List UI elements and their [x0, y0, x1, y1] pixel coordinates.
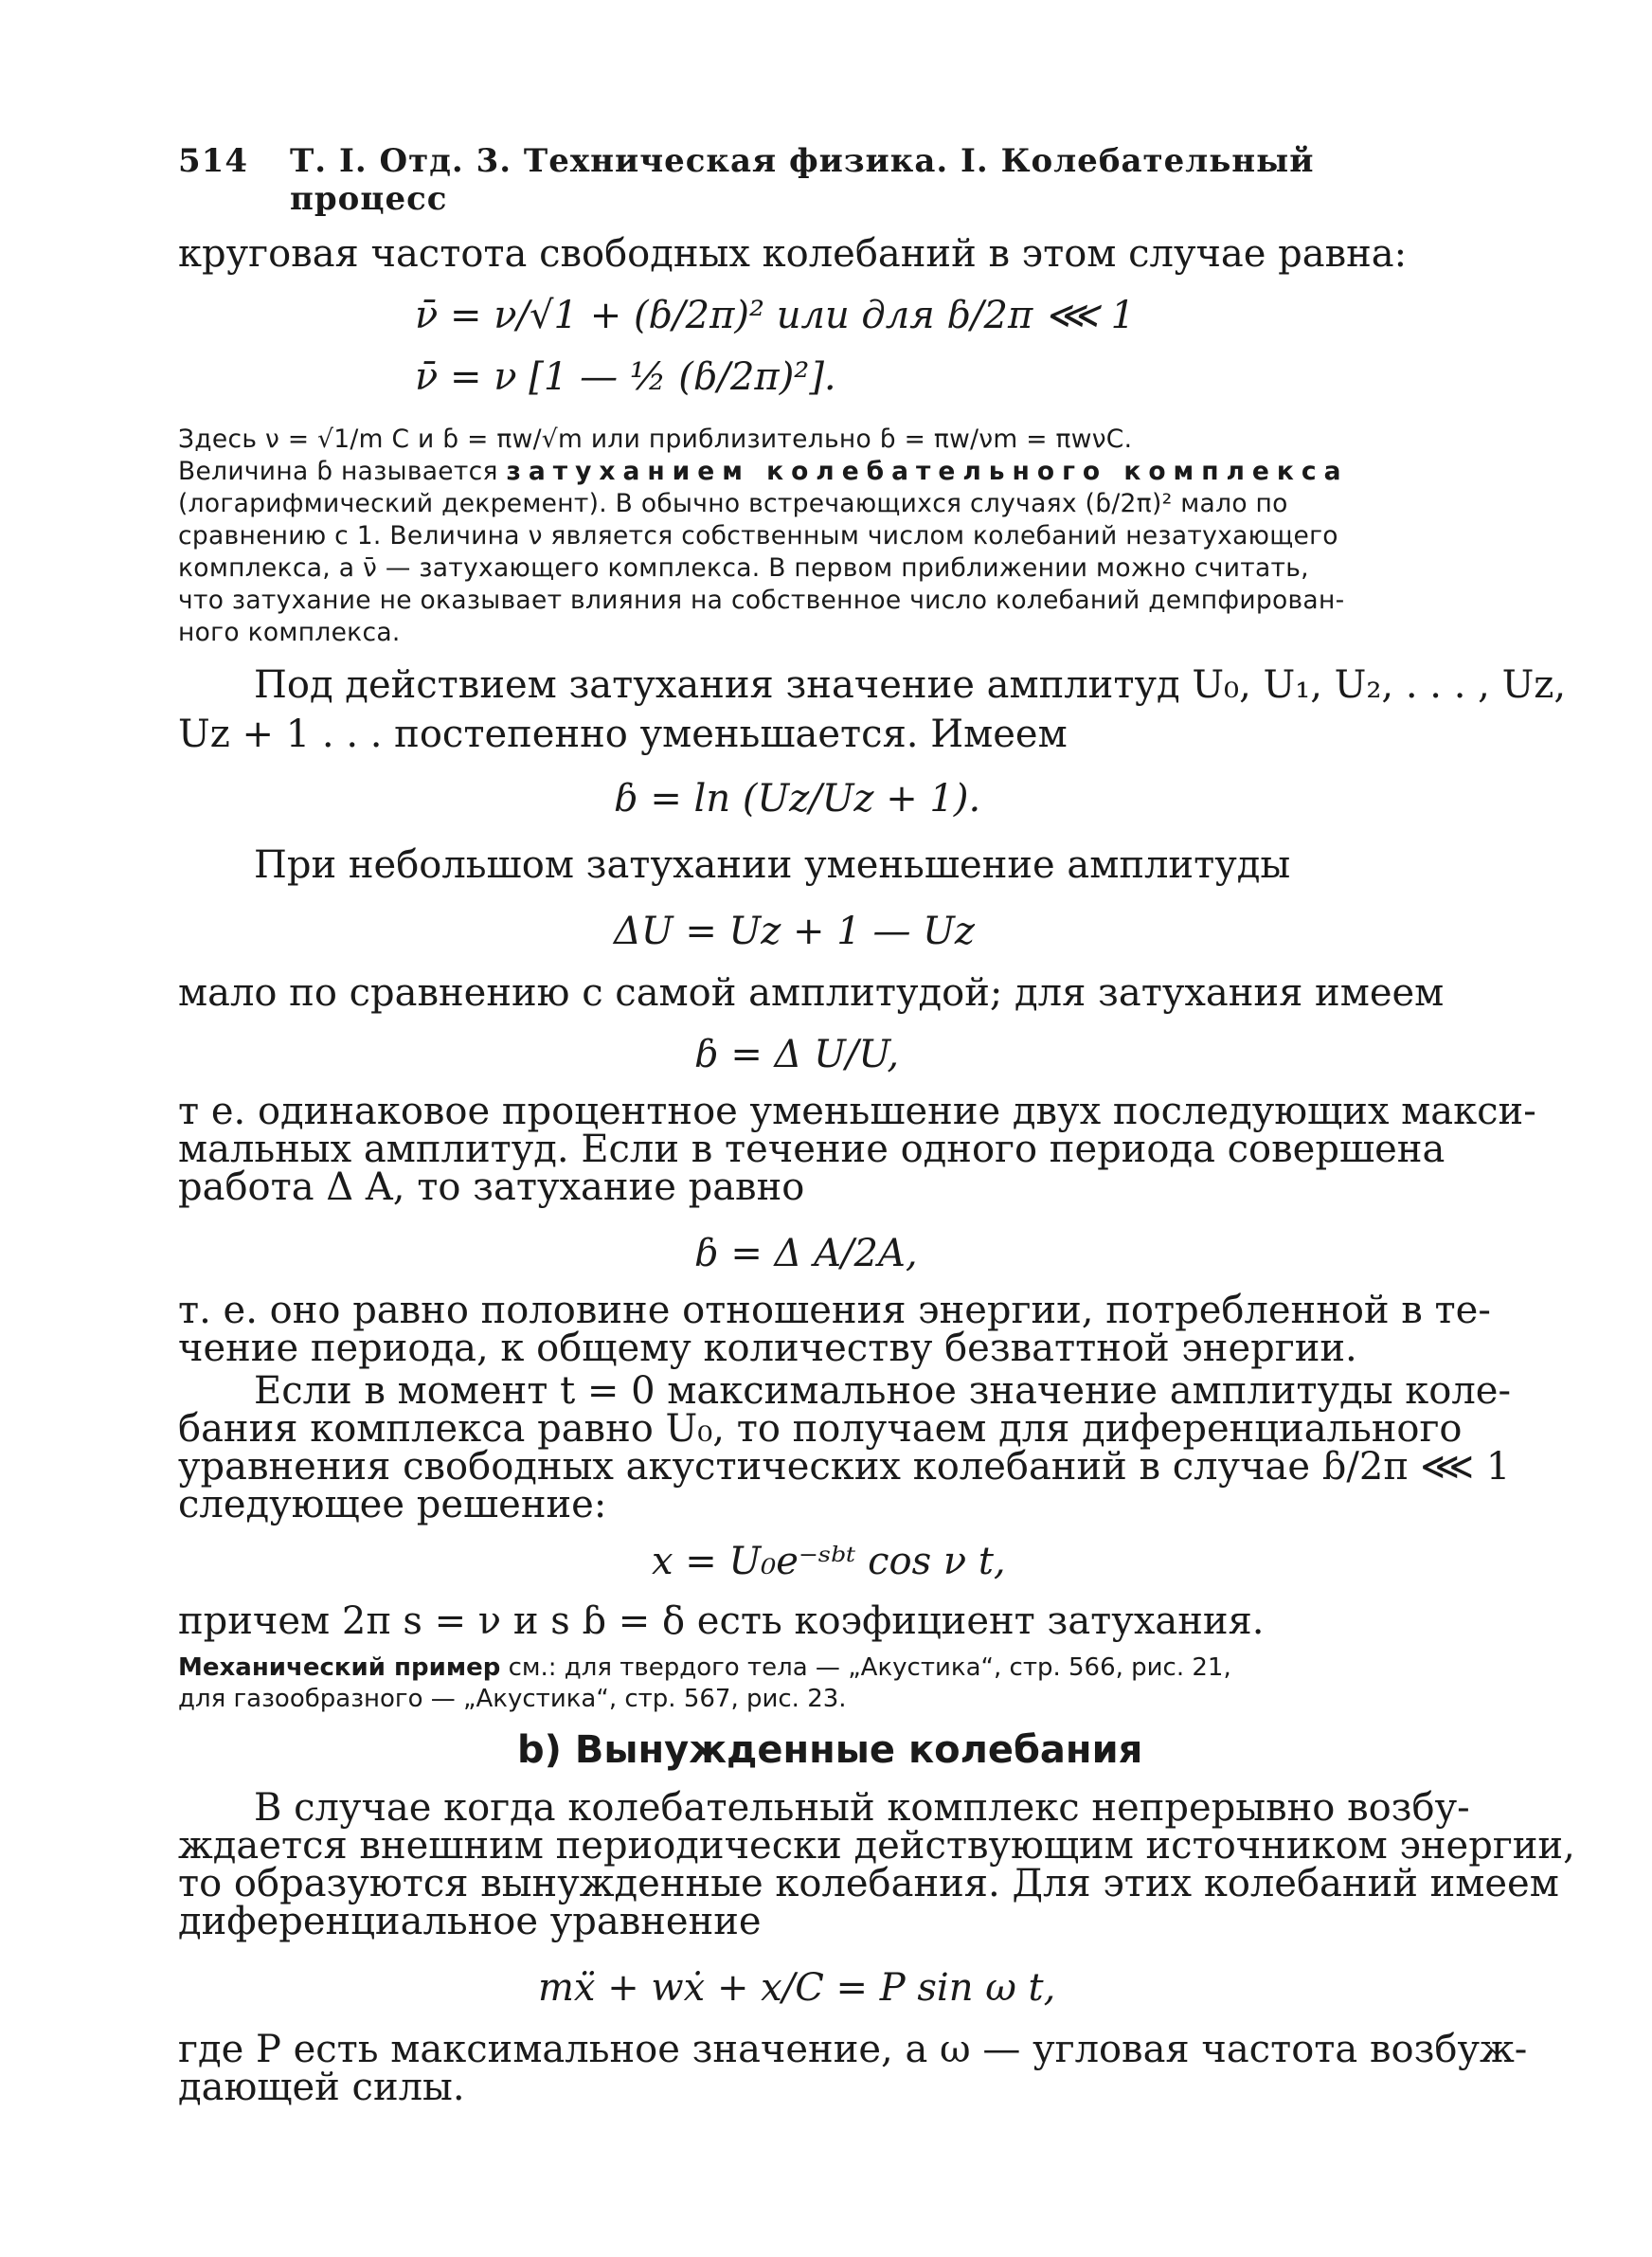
note-line: (логарифмический декремент). В обычно встречающихся случаях (ɓ/2π)² мало по: [178, 489, 1288, 518]
formula-log-decrement: ɓ = ln (Uz/Uz + 1).: [614, 777, 981, 821]
section-heading: b) Вынужденные колебания: [517, 1728, 1143, 1772]
note-line: Здесь ν = √1/m C и ɓ = πw/√m или приблизительно ɓ = πw/νm = πwνC.: [178, 424, 1133, 454]
text-line: бания комплекса равно U₀, то получаем для диференциального: [178, 1407, 1463, 1451]
running-title: Т. I. Отд. 3. Техническая физика. I. Колебательный процесс: [290, 142, 1315, 218]
text-line: круговая частота свободных колебаний в этом случае равна:: [178, 232, 1408, 276]
reference-note: [178, 1653, 1231, 1682]
note-line: [178, 457, 1348, 486]
text-line: где P есть максимальное значение, а ω — угловая частота возбуж-: [178, 2028, 1528, 2071]
text-line: Если в момент t = 0 максимальное значение амплитуды коле-: [254, 1369, 1511, 1413]
text-line: причем 2π s = ν и s ɓ = δ есть коэфициент затухания.: [178, 1599, 1265, 1643]
text-line: то образуются вынужденные колебания. Для этих колебаний имеем: [178, 1862, 1559, 1905]
text-line: При небольшом затухании уменьшение амплитуды: [254, 843, 1291, 887]
formula-solution: x = U₀e⁻ˢᵇᵗ cos ν t,: [652, 1540, 1006, 1583]
text-line: ждается внешним периодически действующим источником энергии,: [178, 1824, 1575, 1868]
text-line: работа Δ A, то затухание равно: [178, 1165, 805, 1209]
note-line: ного комплекса.: [178, 618, 401, 647]
note-line: сравнению с 1. Величина ν является собственным числом колебаний незатухающего: [178, 521, 1338, 551]
text-line: Под действием затухания значение амплитуд U₀, U₁, U₂, . . . , Uz,: [254, 663, 1567, 707]
page-header: [178, 142, 1447, 218]
text-line: диференциальное уравнение: [178, 1900, 762, 1943]
text-line: дающей силы.: [178, 2066, 465, 2109]
text-line: следующее решение:: [178, 1483, 607, 1526]
reference-text: см.: для твердого тела — „Акустика“, стр. 566, рис. 21,: [500, 1653, 1231, 1682]
text-line: уравнения свободных акустических колебаний в случае ɓ/2π ⋘ 1: [178, 1445, 1511, 1489]
page-number: 514: [178, 142, 248, 180]
text-line: В случае когда колебательный комплекс непрерывно возбу-: [254, 1786, 1470, 1830]
formula-damping-work: ɓ = Δ A/2A,: [694, 1232, 918, 1275]
formula-delta-u: ΔU = Uz + 1 — Uz: [614, 910, 975, 953]
text-line: т е. одинаковое процентное уменьшение двух последующих макси-: [178, 1090, 1536, 1133]
text-line: мало по сравнению с самой амплитудой; для затухания имеем: [178, 971, 1445, 1015]
text-line: мальных амплитуд. Если в течение одного периода совершена: [178, 1128, 1446, 1171]
note-text: Величина ɓ называется: [178, 457, 507, 486]
formula-frequency: ν̄ = ν/√1 + (ɓ/2π)² или для ɓ/2π ⋘ 1: [415, 294, 1136, 337]
reference-note: для газообразного — „Акустика“, стр. 567, рис. 23.: [178, 1685, 847, 1713]
note-line: комплекса, а ν̄ — затухающего комплекса. В первом приближении можно считать,: [178, 553, 1309, 583]
text-line: чение периода, к общему количеству безваттной энергии.: [178, 1327, 1357, 1370]
note-term: затуханием колебательного комплекса: [506, 457, 1349, 486]
formula-damping-ratio: ɓ = Δ U/U,: [694, 1033, 900, 1076]
text-line: т. е. оно равно половине отношения энергии, потребленной в те-: [178, 1289, 1491, 1332]
note-line: что затухание не оказывает влияния на собственное число колебаний демпфирован-: [178, 586, 1345, 615]
text-line: Uz + 1 . . . постепенно уменьшается. Имеем: [178, 713, 1068, 756]
formula-frequency-approx: ν̄ = ν [1 — ½ (ɓ/2π)²].: [415, 355, 836, 399]
reference-label: Механический пример: [178, 1653, 501, 1682]
formula-forced: mẍ + wẋ + x/C = P sin ω t,: [538, 1966, 1056, 2010]
